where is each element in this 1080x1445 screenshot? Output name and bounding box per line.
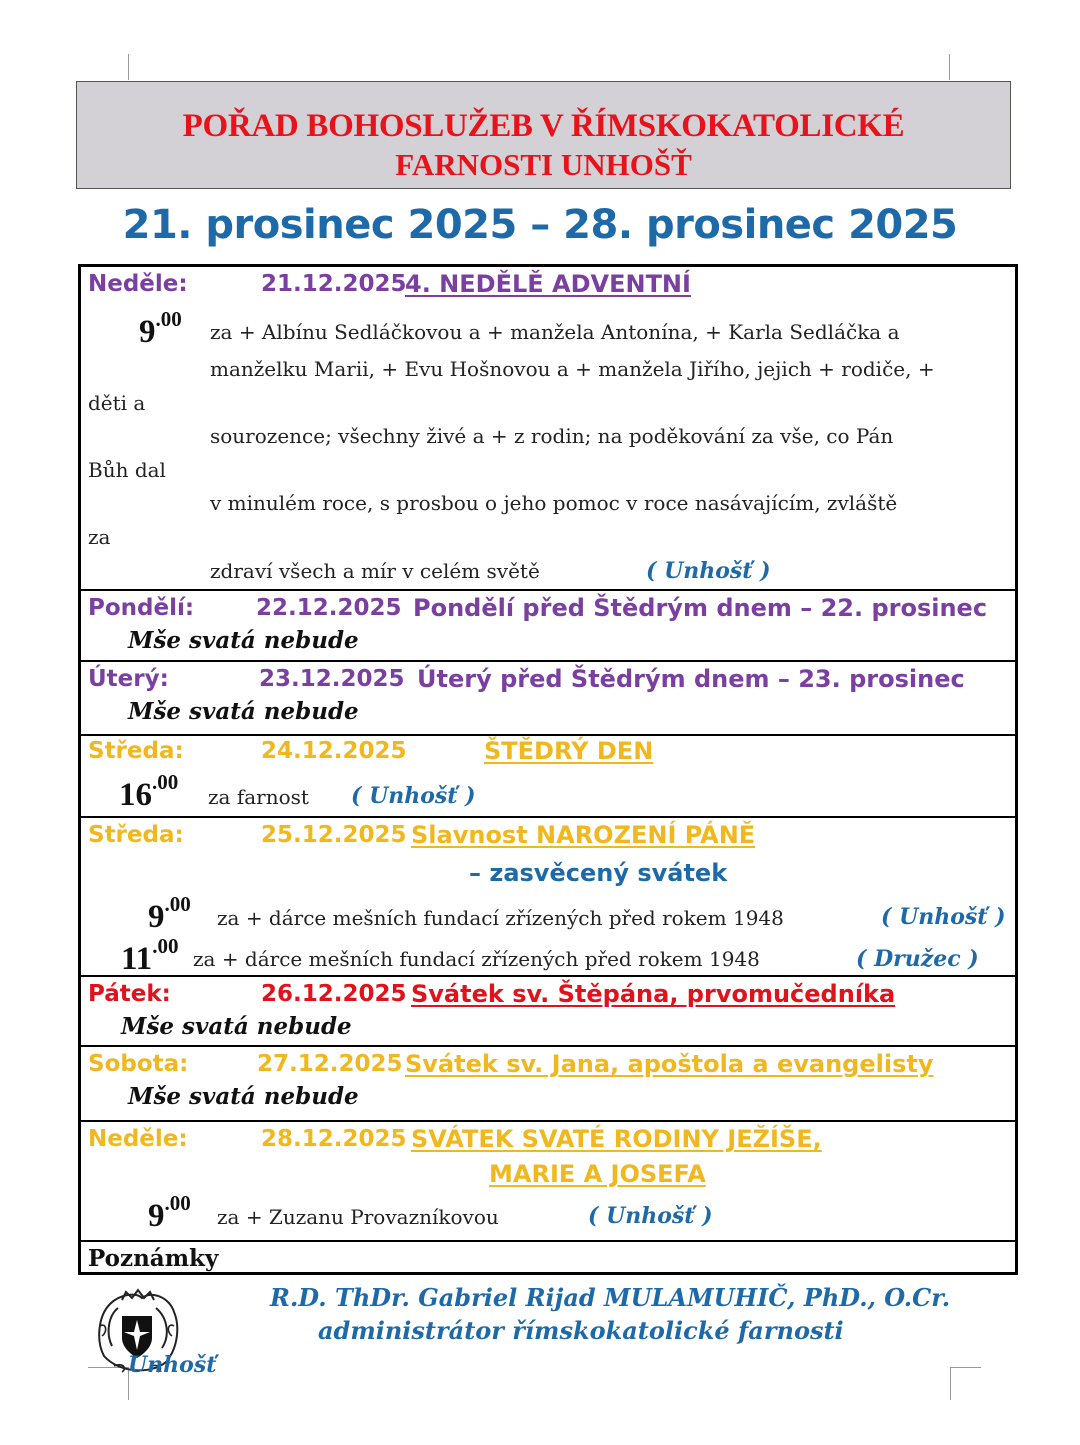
day-label: Pátek: [88,981,171,1007]
day-label: Sobota: [88,1051,189,1077]
mass-time: $9^{.00}$ [139,307,182,350]
schedule-table [78,264,1018,1275]
intention-line: za + Zuzanu Provazníkovou [217,1205,499,1229]
crop-mark-top-left [128,54,129,80]
no-mass-note: Mše svatá nebude [128,1083,359,1110]
intention-line: za [88,525,111,549]
mass-time: $16^{.00}$ [119,770,179,813]
mass-place: ( Unhošť ) [351,783,476,809]
feast-label: Svátek sv. Jana, apoštola a evangelisty [405,1050,934,1078]
schedule-row-sunday-28 [81,1120,1015,1242]
title-banner [76,81,1011,189]
schedule-row-saturday-27 [81,1045,1015,1122]
no-mass-note: Mše svatá nebude [121,1013,352,1040]
feast-label: Úterý před Štědrým dnem – 23. prosinec [417,665,965,693]
intention-line: zdraví všech a mír v celém světě [210,559,540,583]
intention-line: manželku Marii, + Evu Hošnovou a + manžela Jiřího, jejich + rodiče, + [210,357,935,381]
signature-role: administrátor římskokatolické farnosti [318,1316,844,1345]
mass-place: ( Unhošť ) [588,1203,713,1229]
feast-label: Svátek sv. Štěpána, prvomučedníka [411,980,896,1008]
day-label: Středa: [88,738,184,764]
date-label: 26.12.2025 [261,981,407,1007]
schedule-row-friday-26 [81,975,1015,1047]
intention-line: v minulém roce, s prosbou o jeho pomoc v roce nasávajícím, zvláště [210,491,898,515]
title-line-2: FARNOSTI UNHOŠŤ [395,147,692,182]
crop-mark-bottom-right [950,1367,981,1400]
schedule-row-wednesday-24 [81,734,1015,818]
date-label: 25.12.2025 [261,822,407,848]
day-label: Neděle: [88,271,188,297]
intention-line: děti a [88,391,146,415]
date-label: 28.12.2025 [261,1126,407,1152]
date-label: 23.12.2025 [259,666,405,692]
date-label: 27.12.2025 [257,1051,403,1077]
signature-name: R.D. ThDr. Gabriel Rijad MULAMUHIČ, PhD., O.Cr. [270,1283,951,1312]
crop-mark-top-right [949,54,950,80]
intention-line: za farnost [208,785,309,809]
day-label: Neděle: [88,1126,188,1152]
mass-place: ( Družec ) [856,946,979,972]
notes-label: Poznámky [88,1245,219,1272]
intention-line: sourozence; všechny živé a + z rodin; na poděkování za vše, co Pán [210,424,894,448]
date-label: 21.12.2025 [261,271,407,297]
mass-time: $9^{.00}$ [148,1191,191,1234]
feast-label: ŠTĚDRÝ DEN [484,737,654,765]
intention-line: za + dárce mešních fundací zřízených před rokem 1948 [217,906,784,930]
mass-place: ( Unhošť ) [646,558,771,584]
mass-time: $9^{.00}$ [148,892,191,935]
no-mass-note: Mše svatá nebude [128,698,359,725]
day-label: Pondělí: [88,595,195,621]
feast-label: 4. NEDĚLĚ ADVENTNÍ [405,270,691,298]
feast-label: SVÁTEK SVATÉ RODINY JEŽÍŠE, [411,1125,822,1153]
day-label: Úterý: [88,666,169,692]
schedule-row-tuesday-23 [81,660,1015,736]
mass-time: $11^{.00}$ [121,934,179,977]
date-label: 22.12.2025 [256,595,402,621]
day-label: Středa: [88,822,184,848]
feast-label-continued: MARIE A JOSEFA [489,1160,706,1188]
intention-line: za + Albínu Sedláčkovou a + manžela Antonína, + Karla Sedláčka a [210,320,900,344]
seal-caption: Unhošť [128,1352,217,1378]
date-label: 24.12.2025 [261,738,407,764]
intention-line: Bůh dal [88,458,166,482]
intention-line: za + dárce mešních fundací zřízených před rokem 1948 [193,947,760,971]
schedule-row-christmas-25 [81,816,1015,977]
feast-subtitle: – zasvěcený svátek [469,859,728,887]
mass-place: ( Unhošť ) [881,904,1006,930]
no-mass-note: Mše svatá nebude [128,627,359,654]
feast-label: Pondělí před Štědrým dnem – 22. prosinec [413,594,988,622]
schedule-row-monday-22 [81,589,1015,662]
feast-label: Slavnost NAROZENÍ PÁNĚ [411,821,756,849]
date-range: 21. prosinec 2025 – 28. prosinec 2025 [122,202,958,248]
title-line-1: POŘAD BOHOSLUŽEB V ŘÍMSKOKATOLICKÉ [182,108,905,144]
schedule-row-sunday-21 [81,267,1015,591]
